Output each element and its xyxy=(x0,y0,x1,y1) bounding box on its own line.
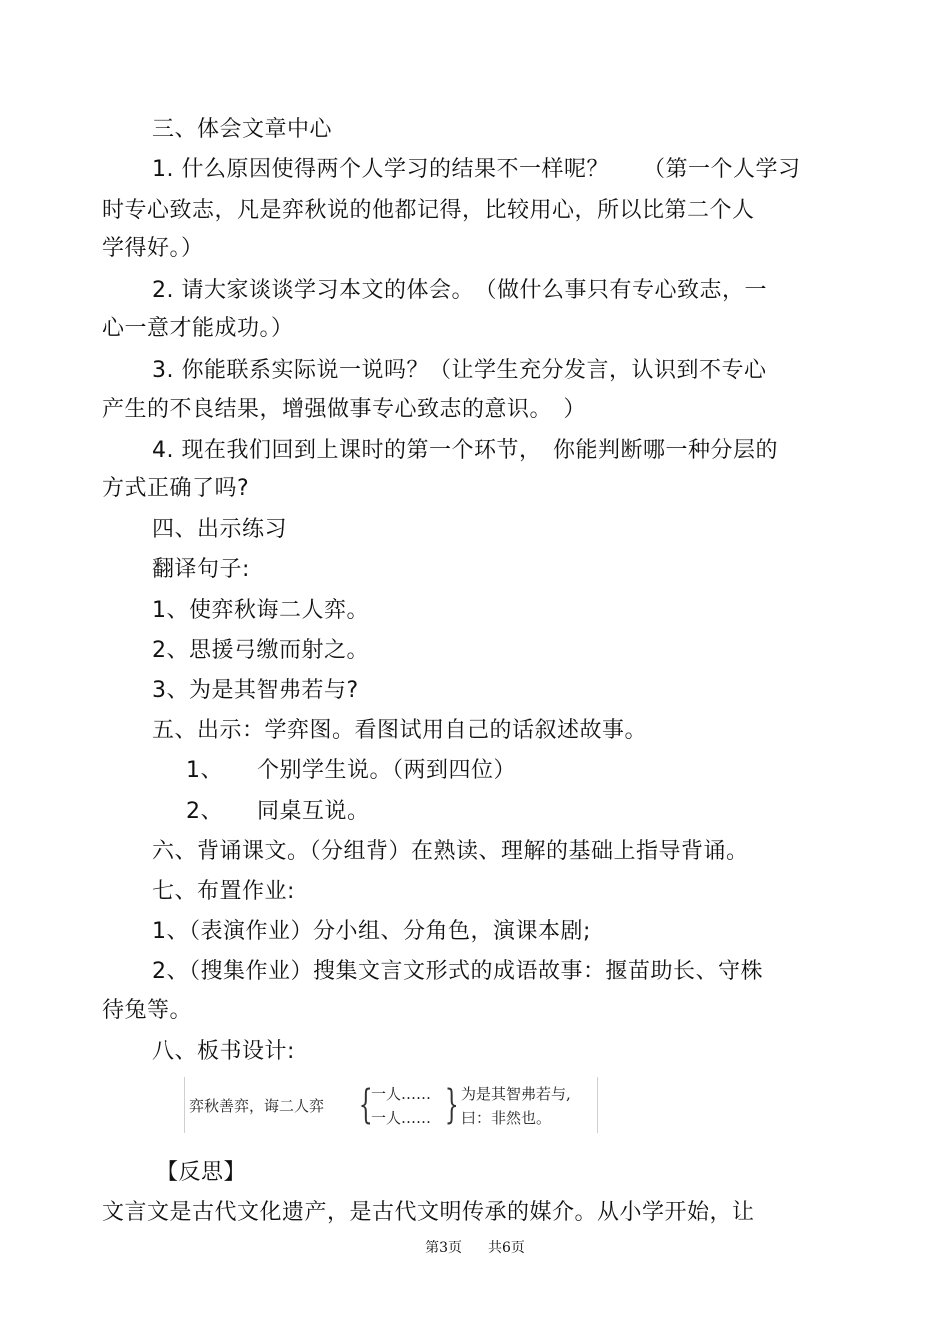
list-item: 3、为是其智弗若与? xyxy=(152,678,359,703)
section-heading-7: 七、布置作业: xyxy=(152,879,295,904)
board-row-2: 一人…… xyxy=(371,1109,432,1127)
paragraph-line: 2. 请大家谈谈学习本文的体会。 （做什么事只有专心致志，一 xyxy=(152,278,767,303)
paragraph-line: 翻译句子: xyxy=(152,557,250,582)
board-result-2: 曰：非然也。 xyxy=(461,1109,552,1127)
paragraph-line: 学得好。） xyxy=(102,236,204,261)
board-result-1: 为是其智弗若与, xyxy=(461,1085,571,1103)
section-heading-4: 四、出示练习 xyxy=(152,517,288,542)
list-item: 1、使弈秋诲二人弈。 xyxy=(152,598,369,623)
board-main-text: 弈秋善弈，诲二人弈 xyxy=(189,1097,325,1115)
list-item: 1、（表演作业）分小组、分角色，演课本剧; xyxy=(152,919,591,944)
section-heading-3: 三、体会文章中心 xyxy=(152,117,333,142)
paragraph-line: 心一意才能成功。） xyxy=(102,316,294,341)
page-footer xyxy=(0,1237,950,1257)
paragraph-line: 1. 什么原因使得两个人学习的结果不一样呢？ （第一个人学习 xyxy=(152,157,801,182)
section-heading-6: 六、背诵课文。（分组背）在熟读、理解的基础上指导背诵。 xyxy=(152,839,749,864)
paragraph-line: 产生的不良结果，增强做事专心致志的意识。 ） xyxy=(102,397,587,422)
section-heading-5: 五、出示：学弈图。看图试用自己的话叙述故事。 xyxy=(152,718,648,743)
right-brace-icon: } xyxy=(444,1082,459,1128)
board-row-1: 一人…… xyxy=(371,1085,432,1103)
paragraph-line: 待兔等。 xyxy=(102,998,193,1023)
page-total: 共6页 xyxy=(488,1240,525,1256)
paragraph-line: 时专心致志，凡是弈秋说的他都记得，比较用心，所以比第二个人 xyxy=(102,198,755,223)
list-item: 2、 同桌互说。 xyxy=(186,799,370,824)
paragraph-line: 文言文是古代文化遗产，是古代文明传承的媒介。从小学开始，让 xyxy=(102,1200,755,1225)
reflection-heading: 【反思】 xyxy=(156,1160,247,1185)
page-number: 第3页 xyxy=(425,1240,462,1256)
list-item: 2、（搜集作业）搜集文言文形式的成语故事：揠苗助长、守株 xyxy=(152,959,763,984)
section-heading-8: 八、板书设计: xyxy=(152,1039,295,1064)
left-brace-icon: { xyxy=(358,1082,373,1128)
list-item: 1、 个别学生说。（两到四位） xyxy=(186,758,516,783)
list-item: 2、思援弓缴而射之。 xyxy=(152,638,369,663)
paragraph-line: 4. 现在我们回到上课时的第一个环节， 你能判断哪一种分层的 xyxy=(152,438,778,463)
blackboard-design-figure xyxy=(184,1077,598,1133)
paragraph-line: 3. 你能联系实际说一说吗？（让学生充分发言，认识到不专心 xyxy=(152,358,767,383)
paragraph-line: 方式正确了吗? xyxy=(102,476,250,501)
